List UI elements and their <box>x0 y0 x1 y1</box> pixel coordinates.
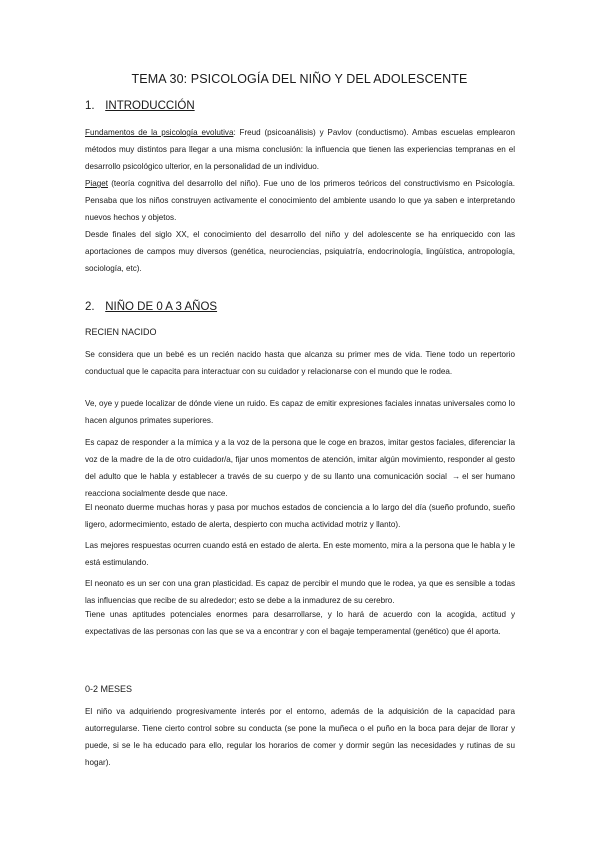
paragraph-text: : Freud (psicoanálisis) y Pavlov (conductismo). Ambas escuelas emplearon métodos muy distintos para llegar a una misma conclusión: la influencia que tienen las experiencias tempranas en el desarrollo psicológico ulterior, en la personalidad de un individuo. <box>85 128 515 171</box>
paragraph-ve-oye: Ve, oye y puede localizar de dónde viene un ruido. Es capaz de emitir expresiones faciales innatas universales como lo hacen algunos primates superiores. <box>85 399 515 425</box>
paragraph-label: Piaget <box>85 179 108 188</box>
paragraph-respuestas: Las mejores respuestas ocurren cuando está en estado de alerta. En este momento, mira a la persona que le habla y le está estimulando. <box>85 541 515 567</box>
subheading-0-2-meses: 0-2 MESES <box>85 684 133 694</box>
paragraph-neonato-duerme: El neonato duerme muchas horas y pasa por muchos estados de conciencia a lo largo del día (sueño profundo, sueño ligero, adormecimiento, estado de alerta, despierto con mucha actividad motriz y llanto). <box>85 503 515 529</box>
section-number: 2. <box>85 301 95 313</box>
section-title: NIÑO DE 0 A 3 AÑOS <box>105 301 218 313</box>
section-heading-nino-0-3 <box>85 301 217 313</box>
paragraph-plasticidad: El neonato es un ser con una gran plasticidad. Es capaz de percibir el mundo que le rodea, ya que es sensible a todas las influencias que recibe de su alrededor; esto se debe a la inmadurez de su cerebro. <box>85 579 515 605</box>
paragraph-mimica <box>85 434 515 502</box>
paragraph-0-2-meses: El niño va adquiriendo progresivamente interés por el entorno, además de la adquisición de la capacidad para autorregularse. Tiene cierto control sobre su conducta (se pone la muñeca o el puño en la boca para dejar de llorar y puede, si se le ha educado para ello, regular los horarios de comer y dormir según las necesidades y rutinas de su hogar). <box>85 707 515 767</box>
paragraph-text: el ser humano reacciona socialmente desde que nace. <box>85 472 515 498</box>
paragraph-label: Fundamentos de la psicología evolutiva <box>85 128 234 137</box>
paragraph-siglo-xx: Desde finales del siglo XX, el conocimiento del desarrollo del niño y del adolescente se ha enriquecido con las aportaciones de campos muy diversos (genética, neurociencias, psiquiatría, endocrinología, lingüística, antropología, sociología, etc). <box>85 230 515 273</box>
subheading-recien-nacido: RECIEN NACIDO <box>85 327 157 337</box>
paragraph-bebe: Se considera que un bebé es un recién nacido hasta que alcanza su primer mes de vida. Tiene todo un repertorio conductual que le capacita para interactuar con su cuidador y relacionarse con el mundo que le rodea. <box>85 350 515 376</box>
section-title: INTRODUCCIÓN <box>105 100 195 112</box>
section-heading-introduccion <box>85 100 195 112</box>
paragraph-text: Es capaz de responder a la mímica y a la voz de la persona que le coge en brazos, imitar gestos faciales, diferenciar la voz de la madre de la de otro cuidador/a, fijar unos momentos de atención, imitar algún movimiento, responder al gesto del adulto que le habla y establecer a través de su cuerpo y de su llanto una comunicación social <box>85 438 515 481</box>
paragraph-text: (teoría cognitiva del desarrollo del niño). Fue uno de los primeros teóricos del constructivismo en Psicología. Pensaba que los niños construyen activamente el conocimiento del ambiente usando lo que ya saben e interpretando nuevos hechos y objetos. <box>85 179 515 222</box>
paragraph-aptitudes: Tiene unas aptitudes potenciales enormes para desarrollarse, y lo hará de acuerdo con la acogida, actitud y expectativas de las personas con las que se va a encontrar y con el bagaje temperamental (genético) que él aporta. <box>85 610 515 636</box>
paragraph-piaget <box>85 175 515 226</box>
paragraph-fundamentos <box>85 124 515 175</box>
arrow-right-icon: → <box>452 472 461 481</box>
section-number: 1. <box>85 100 95 112</box>
page-title: TEMA 30: PSICOLOGÍA DEL NIÑO Y DEL ADOLESCENTE <box>131 72 468 86</box>
